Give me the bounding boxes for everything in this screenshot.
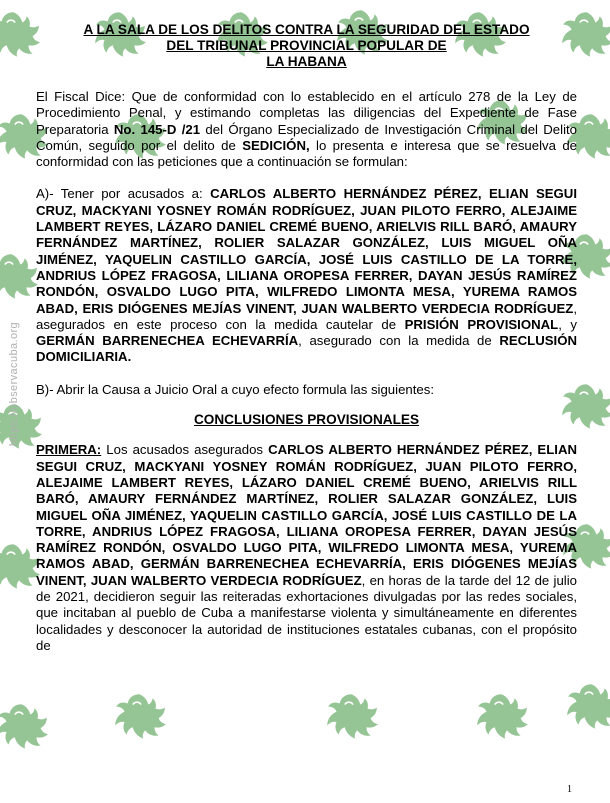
intro-text-3: lo presenta e interesa que se resuelva de conformidad con las peticiones que a continuación se formulan: — [36, 137, 578, 170]
page-number: 1 — [567, 784, 572, 795]
intro-text-1: El Fiscal Dice: Que de conformidad con lo establecido en el artículo 278 de la Ley de Procedimiento Penal, y estimando completas las diligencias del Expediente de Fase Preparatoria — [36, 89, 577, 137]
section-a-text-3: , y — [558, 316, 578, 332]
intro-text-2: del Órgano Especializado de Investigación Criminal del Delito Común, seguido por el delito de — [36, 121, 578, 153]
accused-list: CARLOS ALBERTO HERNÁNDEZ PÉREZ, ELIAN SEGUI CRUZ, MACKYANI YOSNEY ROMÁN RODRÍGUEZ, JUAN PILOTO FERRO, ALEJAIME LAMBERT REYES, LÁZARO DANIEL CREMÉ BUENO, ARIELVIS RILL BARÓ, AMAURY FERNÁNDEZ MARTÍNEZ, ROLIER SALAZAR GONZÁLEZ, LUIS MIGUEL OÑA JIMÉNEZ, YAQUELIN CASTILLO GARCÍA, JOSÉ LUIS CASTILLO DE LA TORRE, ANDRIUS LÓPEZ FRAGOSA, LILIANA OROPESA FERRER, DAYAN JESÚS RAMÍREZ RONDÓN, OSVALDO LUGO PITA, WILFREDO LIMONTA MESA, YUREMA RAMOS ABAD, ERIS DIÓGENES MEJÍAS VINENT, JUAN WALBERTO VERDECIA RODRÍGUEZ — [36, 186, 577, 316]
title-line-2: DEL TRIBUNAL PROVINCIAL POPULAR DE — [166, 38, 447, 53]
rooster-watermark-icon — [320, 690, 382, 748]
title-line-1: A LA SALA DE LOS DELITOS CONTRA LA SEGURIDAD DEL ESTADO — [83, 22, 530, 37]
section-a-text-4: , asegurado con la medida de — [298, 333, 500, 349]
measure-house-arrest: RECLUSIÓN DOMICILIARIA. — [36, 333, 577, 365]
section-a-text-1: A)- Tener por acusados a: — [36, 186, 211, 202]
watermark-url: https://observacuba.org — [8, 321, 20, 447]
primera-label: PRIMERA: — [36, 442, 102, 458]
section-a-paragraph — [36, 186, 577, 365]
rooster-watermark-icon — [108, 690, 170, 748]
accused-house-arrest: GERMÁN BARRENECHEA ECHEVARRÍA — [36, 333, 299, 349]
rooster-watermark-icon — [560, 680, 610, 738]
document-body — [36, 22, 577, 654]
section-b-paragraph: B)- Abrir la Causa a Juicio Oral a cuyo efecto formula las siguientes: — [36, 381, 435, 397]
rooster-watermark-icon — [470, 690, 532, 748]
rooster-watermark-icon — [0, 700, 52, 758]
primera-paragraph — [36, 442, 577, 654]
measure-provisional-prison: PRISIÓN PROVISIONAL — [404, 316, 559, 332]
primera-text-1: Los acusados asegurados — [101, 442, 269, 458]
primera-accused-list: CARLOS ALBERTO HERNÁNDEZ PÉREZ, ELIAN SEGUI CRUZ, MACKYANI YOSNEY ROMÁN RODRÍGUEZ, JUAN PILOTO FERRO, ALEJAIME LAMBERT REYES, LÁZARO DANIEL CREMÉ BUENO, ARIELVIS RILL BARÓ, AMAURY FERNÁNDEZ MARTÍNEZ, ROLIER SALAZAR GONZÁLEZ, LUIS MIGUEL OÑA JIMÉNEZ, YAQUELIN CASTILLO GARCÍA, JOSÉ LUIS CASTILLO DE LA TORRE, ANDRIUS LÓPEZ FRAGOSA, LILIANA OROPESA FERRER, DAYAN JESÚS RAMÍREZ RONDÓN, OSVALDO LUGO PITA, WILFREDO LIMONTA MESA, YUREMA RAMOS ABAD, GERMÁN BARRENECHEA ECHEVARRÍA, ERIS DIÓGENES MEJÍAS VINENT, JUAN WALBERTO VERDECIA RODRÍGUEZ — [36, 442, 577, 588]
title-line-3: LA HABANA — [266, 54, 347, 69]
conclusions-heading: CONCLUSIONES PROVISIONALES — [193, 412, 420, 428]
primera-text-2: , en horas de la tarde del 12 de julio de 2021, decidieron seguir las reiteradas exhortaciones divulgadas por las redes sociales, que incitaban al pueblo de Cuba a manifestarse violenta y simultáneamente en diferentes localidades y desconocer la autoridad de instituciones estatales cubanas, con el propósito de — [36, 572, 577, 653]
document-title — [36, 22, 577, 70]
case-number: No. 145-D /21 — [113, 121, 201, 137]
section-a-text-2: , asegurados en este proceso con la medida cautelar de — [36, 300, 577, 332]
crime-name: SEDICIÓN, — [242, 137, 310, 153]
intro-paragraph — [36, 89, 577, 170]
